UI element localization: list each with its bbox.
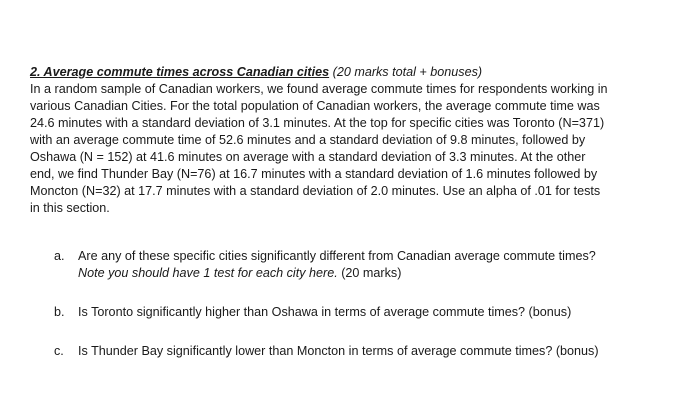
subquestion-a-note: Note you should have 1 test for each city here.	[78, 266, 338, 280]
subquestion-a-text: Are any of these specific cities significantly different from Canadian average commute times?	[78, 249, 596, 263]
paragraph-line: 24.6 minutes with a standard deviation of 3.1 minutes. At the top for specific cities was Toronto (N=371)	[30, 116, 605, 130]
subquestion-marker: c.	[54, 344, 64, 358]
paragraph-line: Oshawa (N = 152) at 41.6 minutes on average with a standard deviation of 3.3 minutes. At the other	[30, 150, 586, 164]
subquestion-c-text: Is Thunder Bay significantly lower than Moncton in terms of average commute times? (bonus)	[78, 344, 599, 358]
paragraph-line: various Canadian Cities. For the total population of Canadian workers, the average commute time was	[30, 99, 600, 113]
question-paragraph	[30, 81, 680, 217]
subquestion-a-marks: (20 marks)	[337, 266, 402, 280]
question-marks: (20 marks total + bonuses)	[332, 65, 483, 79]
paragraph-line: In a random sample of Canadian workers, we found average commute times for respondents working in	[30, 82, 608, 96]
subquestion-text	[78, 248, 596, 282]
paragraph-line: with an average commute time of 52.6 minutes and a standard deviation of 9.8 minutes, followed by	[30, 133, 586, 147]
question-title: 2. Average commute times across Canadian cities	[30, 65, 330, 79]
question-heading	[30, 64, 680, 81]
paragraph-line: end, we find Thunder Bay (N=76) at 16.7 minutes with a standard deviation of 1.6 minutes followed by	[30, 167, 598, 181]
subquestion-marker: b.	[54, 305, 65, 319]
paragraph-line: Moncton (N=32) at 17.7 minutes with a standard deviation of 2.0 minutes. Use an alpha of .01 for tests	[30, 184, 601, 198]
paragraph-line: in this section.	[30, 201, 110, 215]
subquestion-marker: a.	[54, 249, 65, 263]
subquestion-b-text: Is Toronto significantly higher than Oshawa in terms of average commute times? (bonus)	[78, 305, 572, 319]
question-block	[30, 64, 680, 358]
